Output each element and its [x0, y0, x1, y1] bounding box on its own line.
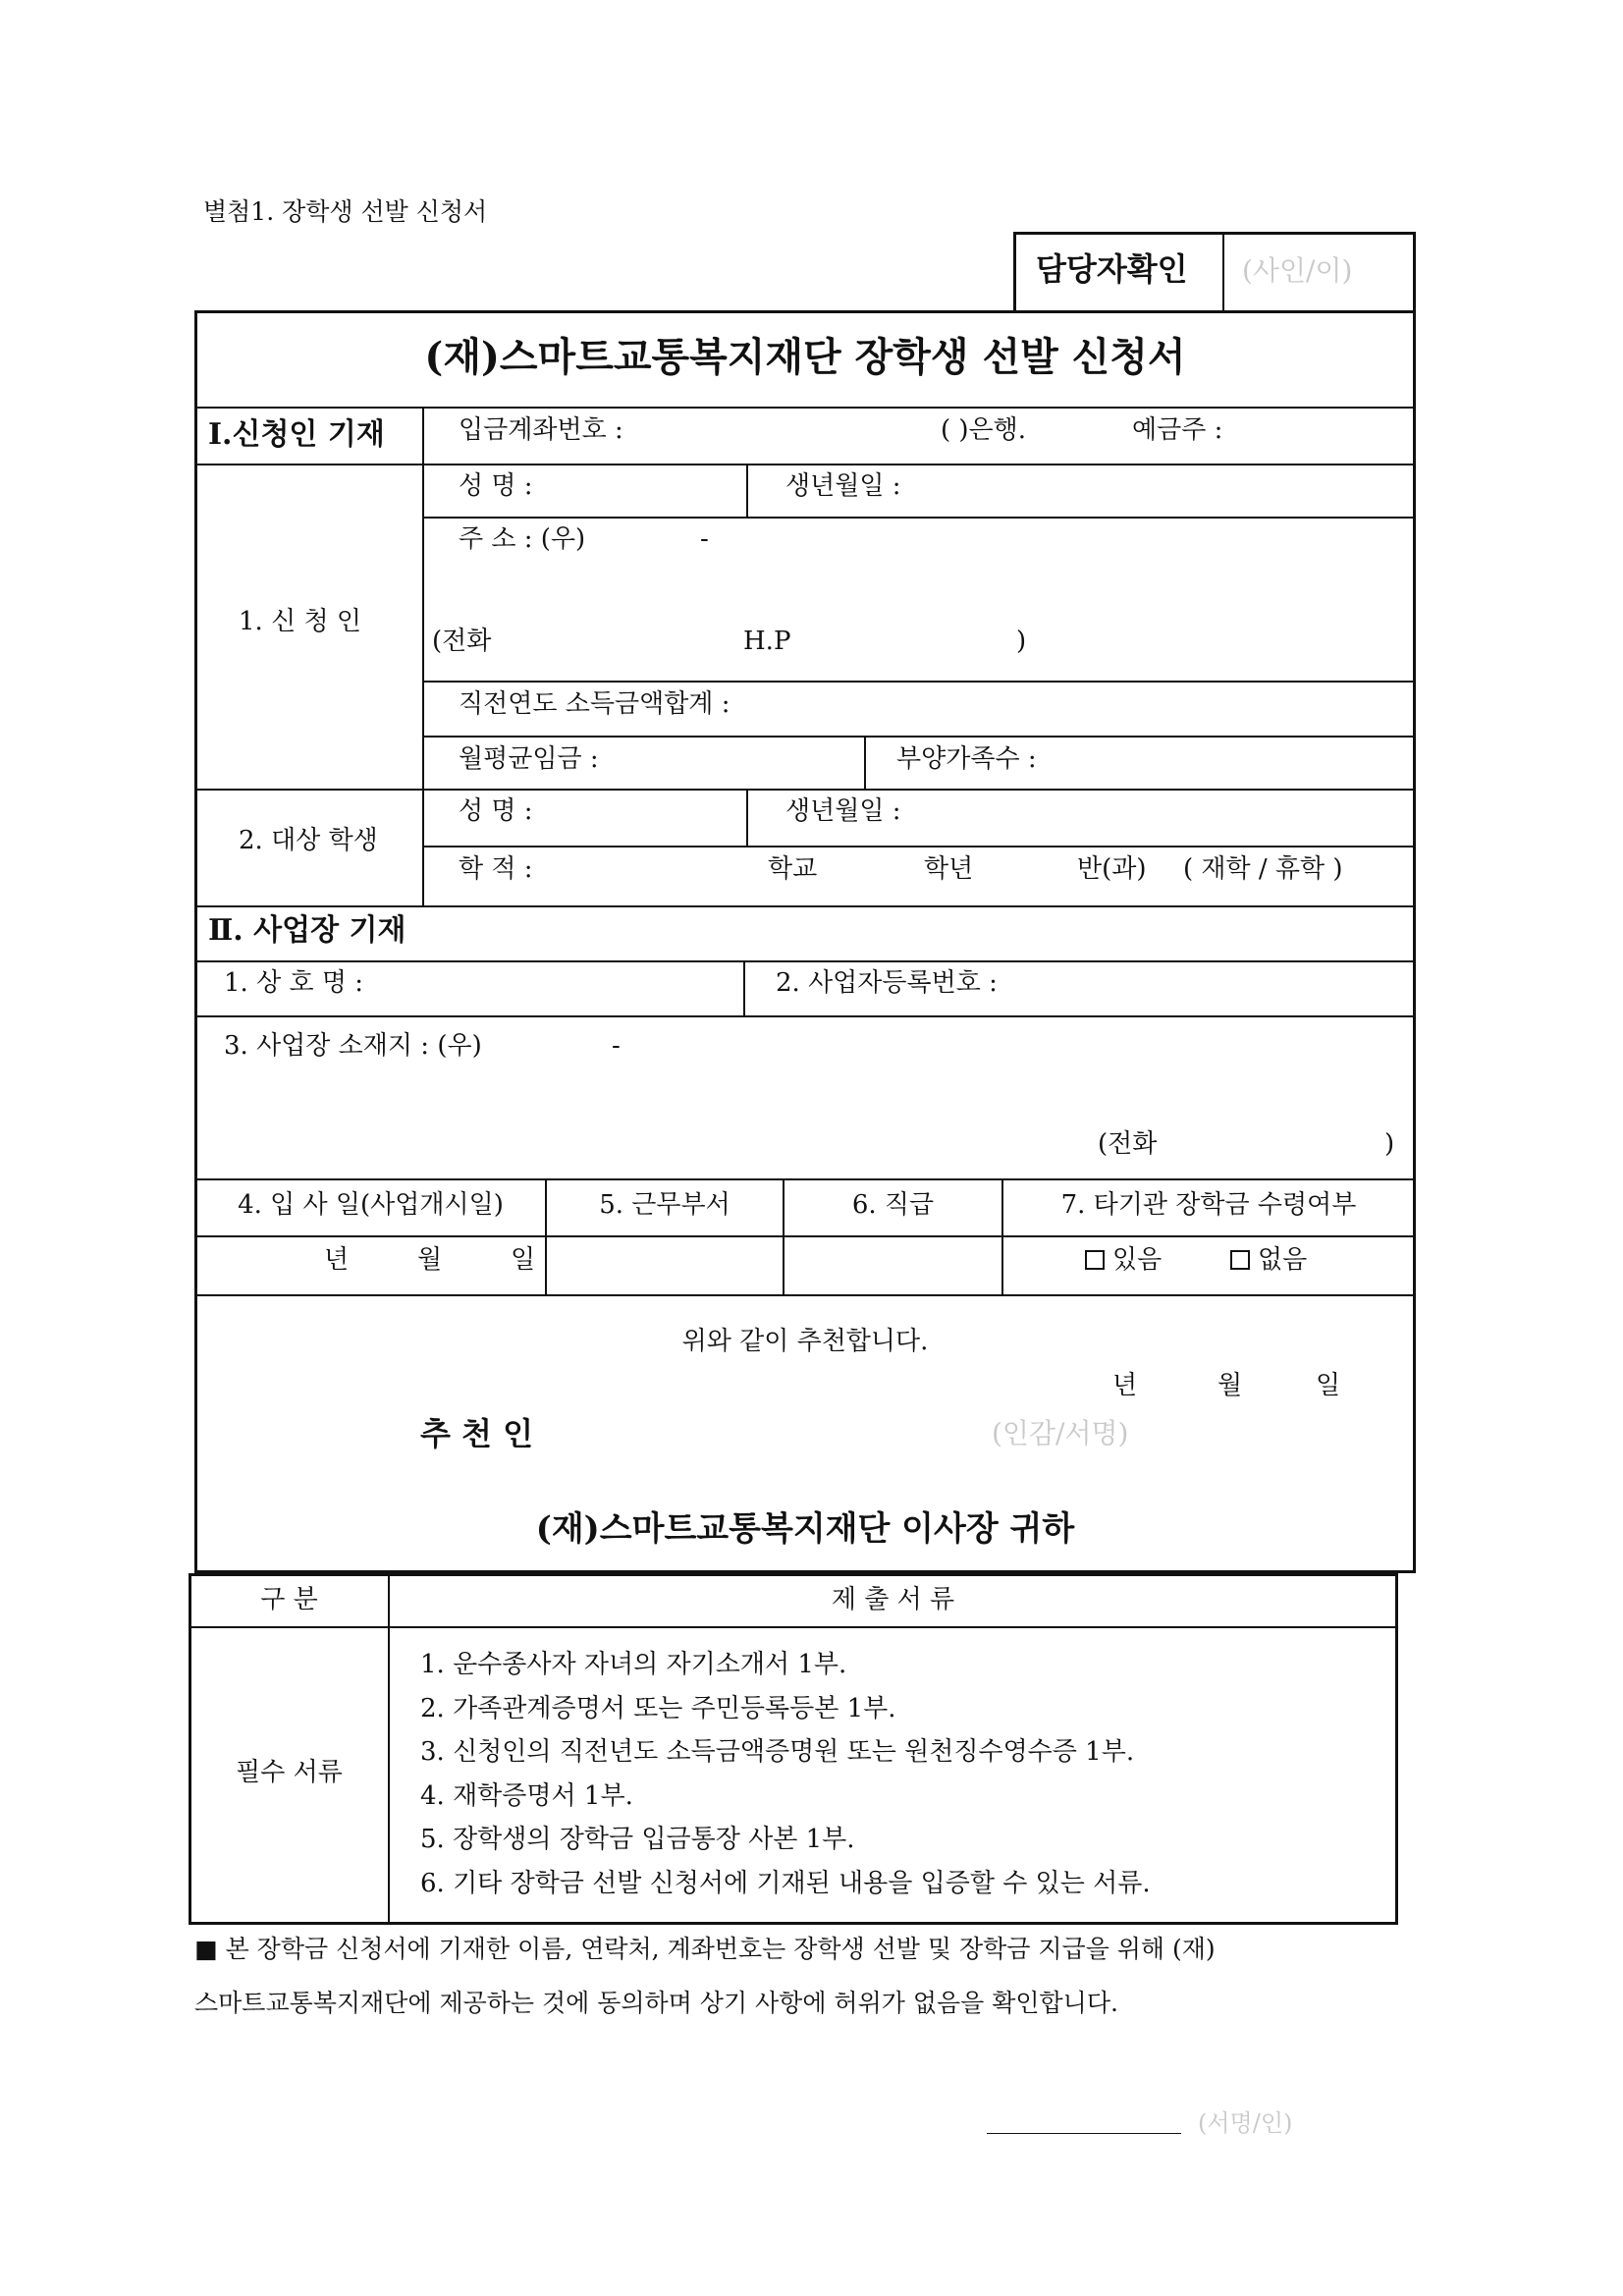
document-item: 6. 기타 장학금 선발 신청서에 기재된 내용을 입증할 수 있는 서류. [420, 1869, 1151, 1898]
checkbox-yes[interactable] [1085, 1250, 1105, 1270]
account-number-label: 입금계좌번호 : [459, 415, 623, 445]
document-item: 3. 신청인의 직전년도 소득금액증명원 또는 원천징수영수증 1부. [420, 1737, 1135, 1767]
document-item: 5. 장학생의 장학금 입금통장 사본 1부. [420, 1825, 855, 1854]
student-name-label: 성 명 : [459, 796, 533, 826]
business-phone-close: ) [1384, 1129, 1395, 1159]
applicant-row-label: 1. 신 청 인 [239, 607, 361, 636]
consent-line-2: 스마트교통복지재단에 제공하는 것에 동의하며 상기 사항에 허위가 없음을 확인합니다. [194, 1989, 1118, 2017]
enrollment-status-label: ( 재학 / 휴학 ) [1183, 854, 1343, 884]
recommender-label: 추 천 인 [420, 1415, 534, 1452]
section2-heading: Ⅱ. 사업장 기재 [208, 913, 406, 948]
applicant-phone-label: (전화 [432, 627, 492, 656]
school-record-label: 학 적 : [459, 854, 533, 884]
recommend-month-label: 월 [1217, 1371, 1243, 1400]
manager-check-label: 담당자확인 [1036, 250, 1188, 288]
attachment-label: 별첨1. 장학생 선발 신청서 [203, 197, 488, 226]
class-label: 반(과) [1077, 854, 1147, 884]
recommend-day-label: 일 [1316, 1371, 1341, 1400]
student-row-label: 2. 대상 학생 [239, 826, 378, 855]
documents-header: 제 출 서 류 [831, 1585, 955, 1614]
income-total-label: 직전연도 소득금액합계 : [459, 689, 730, 719]
applicant-address-label: 주 소 : (우) [459, 524, 586, 554]
monthly-wage-label: 월평균임금 : [459, 744, 599, 774]
business-name-label: 1. 상 호 명 : [224, 968, 363, 998]
consent-bullet: ■ [194, 1935, 218, 1963]
hire-day-label: 일 [511, 1245, 536, 1275]
bank-label: ( )은행. [941, 415, 1027, 445]
recommend-year-label: 년 [1112, 1371, 1138, 1400]
consent-text-1: 본 장학금 신청서에 기재한 이름, 연락처, 계좌번호는 장학생 선발 및 장학금 지급을 위해 (재) [225, 1935, 1216, 1963]
signature-hint: (서명/인) [1198, 2109, 1293, 2137]
business-location-label: 3. 사업장 소재지 : (우) [224, 1031, 482, 1061]
form-title: (재)스마트교통복지재단 장학생 선발 신청서 [424, 334, 1186, 380]
document-item: 4. 재학증명서 1부. [420, 1781, 633, 1811]
student-birth-label: 생년월일 : [785, 796, 901, 826]
required-documents-category: 필수 서류 [236, 1758, 343, 1787]
school-label: 학교 [768, 854, 818, 884]
addressee: (재)스마트교통복지재단 이사장 귀하 [535, 1509, 1075, 1549]
hire-date-header: 4. 입 사 일(사업개시일) [238, 1190, 504, 1220]
manager-check-divider [1222, 234, 1224, 312]
department-header: 5. 근무부서 [599, 1190, 730, 1220]
consent-line-1 [194, 1937, 1216, 1961]
depositor-label: 예금주 : [1132, 415, 1223, 445]
checkbox-no[interactable] [1230, 1250, 1250, 1270]
hire-year-label: 년 [324, 1245, 350, 1275]
applicant-address-dash: - [700, 524, 709, 554]
dependents-label: 부양가족수 : [896, 744, 1037, 774]
recommender-seal-hint: (인감/서명) [992, 1417, 1129, 1449]
applicant-name-label: 성 명 : [459, 471, 533, 501]
document-item: 1. 운수종사자 자녀의 자기소개서 1부. [420, 1650, 847, 1679]
section1-heading: Ⅰ.신청인 기재 [208, 417, 385, 452]
position-header: 6. 직급 [851, 1190, 935, 1220]
applicant-hp-label: H.P [743, 627, 791, 656]
business-location-dash: - [612, 1031, 621, 1061]
document-item: 2. 가족관계증명서 또는 주민등록등본 1부. [420, 1694, 896, 1723]
option-no-label: 없음 [1258, 1245, 1308, 1275]
option-yes-label: 있음 [1112, 1245, 1163, 1275]
option-yes[interactable] [1085, 1247, 1162, 1273]
option-no[interactable] [1230, 1247, 1307, 1273]
applicant-phone-close: ) [1016, 627, 1027, 656]
category-header: 구 분 [260, 1585, 318, 1614]
hire-month-label: 월 [417, 1245, 443, 1275]
business-phone-label: (전화 [1098, 1129, 1158, 1159]
signature-line[interactable] [987, 2133, 1181, 2134]
other-scholarship-header: 7. 타기관 장학금 수령여부 [1060, 1190, 1357, 1220]
business-reg-number-label: 2. 사업자등록번호 : [776, 968, 998, 998]
manager-sign-hint: (사인/이) [1242, 254, 1353, 287]
recommendation-statement: 위와 같이 추천합니다. [681, 1327, 929, 1356]
grade-label: 학년 [924, 854, 974, 884]
applicant-birth-label: 생년월일 : [785, 471, 901, 501]
